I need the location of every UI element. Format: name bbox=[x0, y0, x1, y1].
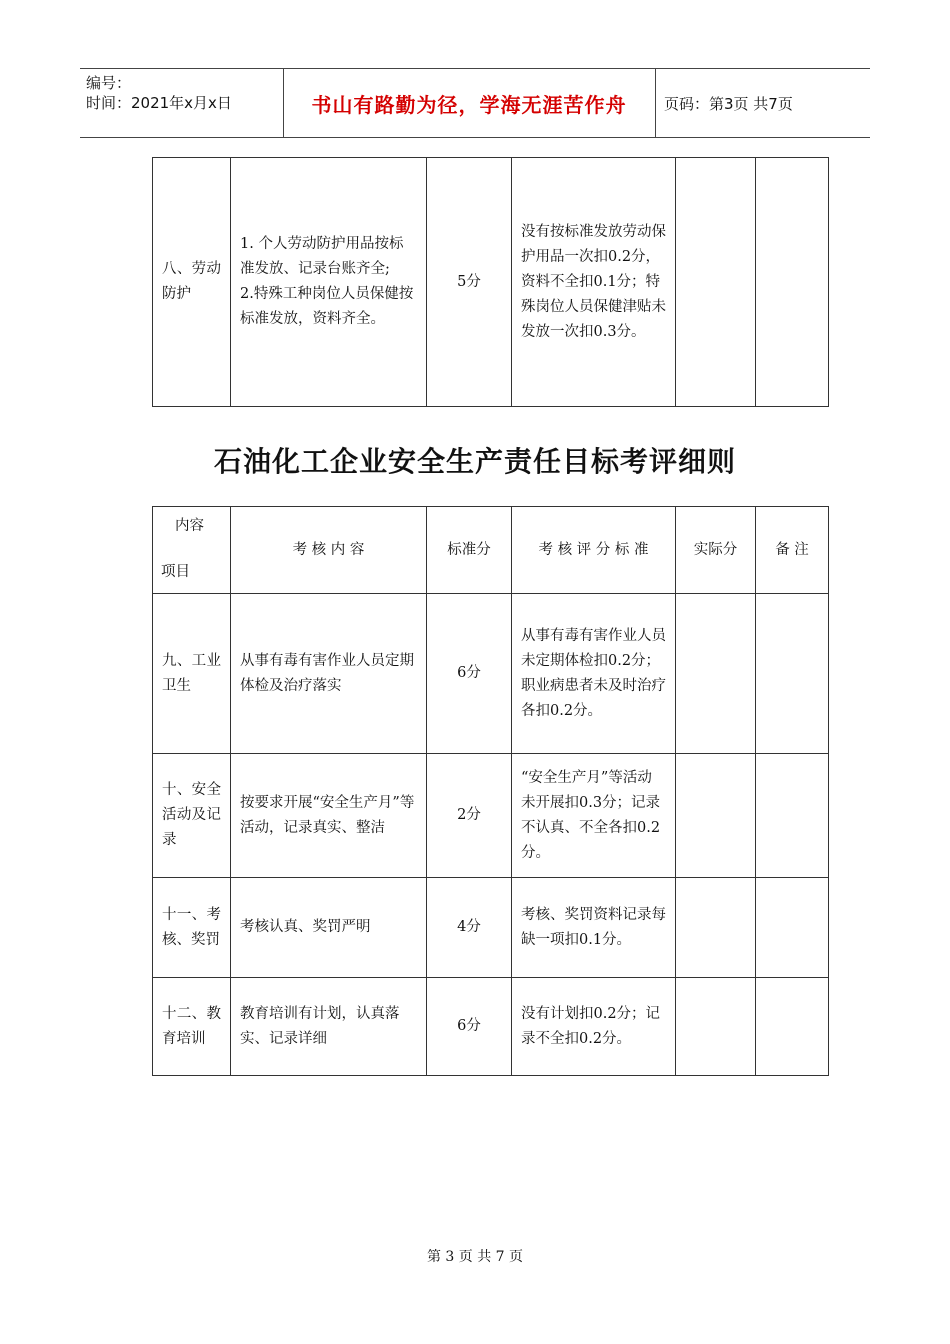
header-content: 考 核 内 容 bbox=[231, 507, 427, 594]
header-score: 标准分 bbox=[427, 507, 512, 594]
project-cell: 九、工业卫生 bbox=[153, 594, 231, 754]
remark-cell bbox=[756, 594, 829, 754]
criteria-cell: 从事有毒有害作业人员未定期体检扣0.2分；职业病患者未及时治疗各扣0.2分。 bbox=[512, 594, 676, 754]
corner-header-bottom: 项目 bbox=[161, 564, 190, 580]
remark-cell bbox=[756, 978, 829, 1076]
table-row bbox=[153, 158, 829, 407]
assessment-table-part2 bbox=[152, 506, 829, 1076]
remark-cell bbox=[756, 878, 829, 978]
table-row bbox=[153, 878, 829, 978]
time-label: 时间：2021年x月x日 bbox=[86, 94, 232, 112]
header-remark: 备 注 bbox=[756, 507, 829, 594]
header-motto-cell bbox=[283, 69, 656, 137]
actual-score-cell bbox=[676, 594, 756, 754]
content-cell: 按要求开展“安全生产月”等活动，记录真实、整洁 bbox=[231, 754, 427, 878]
project-cell: 八、劳动防护 bbox=[153, 158, 231, 407]
header-criteria: 考 核 评 分 标 准 bbox=[512, 507, 676, 594]
project-cell: 十、安全活动及记录 bbox=[153, 754, 231, 878]
criteria-cell: 考核、奖罚资料记录每缺一项扣0.1分。 bbox=[512, 878, 676, 978]
page-footer: 第 3 页 共 7 页 bbox=[426, 1249, 524, 1265]
score-cell: 5分 bbox=[427, 158, 512, 407]
content-cell: 从事有毒有害作业人员定期体检及治疗落实 bbox=[231, 594, 427, 754]
score-cell: 4分 bbox=[427, 878, 512, 978]
table-row bbox=[153, 594, 829, 754]
header-actual: 实际分 bbox=[676, 507, 756, 594]
table-row bbox=[153, 978, 829, 1076]
table-header-row bbox=[153, 507, 829, 594]
score-cell: 2分 bbox=[427, 754, 512, 878]
criteria-cell: 没有计划扣0.2分；记录不全扣0.2分。 bbox=[512, 978, 676, 1076]
actual-score-cell bbox=[676, 158, 756, 407]
remark-cell bbox=[756, 158, 829, 407]
page-info: 页码：第3页 共7页 bbox=[664, 94, 793, 113]
motto-text: 书山有路勤为径，学海无涯苦作舟 bbox=[311, 92, 627, 117]
section-title: 石油化工企业安全生产责任目标考评细则 bbox=[213, 445, 736, 478]
header-meta bbox=[80, 69, 284, 137]
actual-score-cell bbox=[676, 878, 756, 978]
remark-cell bbox=[756, 754, 829, 878]
content-cell: 考核认真、奖罚严明 bbox=[231, 878, 427, 978]
score-cell: 6分 bbox=[427, 978, 512, 1076]
project-cell: 十一、考核、奖罚 bbox=[153, 878, 231, 978]
score-cell: 6分 bbox=[427, 594, 512, 754]
actual-score-cell bbox=[676, 978, 756, 1076]
actual-score-cell bbox=[676, 754, 756, 878]
assessment-table-part1 bbox=[152, 157, 829, 407]
content-cell: 教育培训有计划，认真落实、记录详细 bbox=[231, 978, 427, 1076]
document-header bbox=[80, 68, 870, 138]
corner-header-top: 内容 bbox=[175, 518, 204, 534]
criteria-cell: 没有按标准发放劳动保护用品一次扣0.2分，资料不全扣0.1分；特殊岗位人员保健津贴未发放一次扣0.3分。 bbox=[512, 158, 676, 407]
corner-header-cell bbox=[153, 507, 231, 594]
table-row bbox=[153, 754, 829, 878]
project-cell: 十二、教育培训 bbox=[153, 978, 231, 1076]
criteria-cell: “安全生产月”等活动未开展扣0.3分；记录不认真、不全各扣0.2分。 bbox=[512, 754, 676, 878]
content-cell: 1. 个人劳动防护用品按标准发放、记录台账齐全; 2.特殊工种岗位人员保健按标准发放，资料齐全。 bbox=[231, 158, 427, 407]
number-label: 编号： bbox=[86, 74, 132, 92]
